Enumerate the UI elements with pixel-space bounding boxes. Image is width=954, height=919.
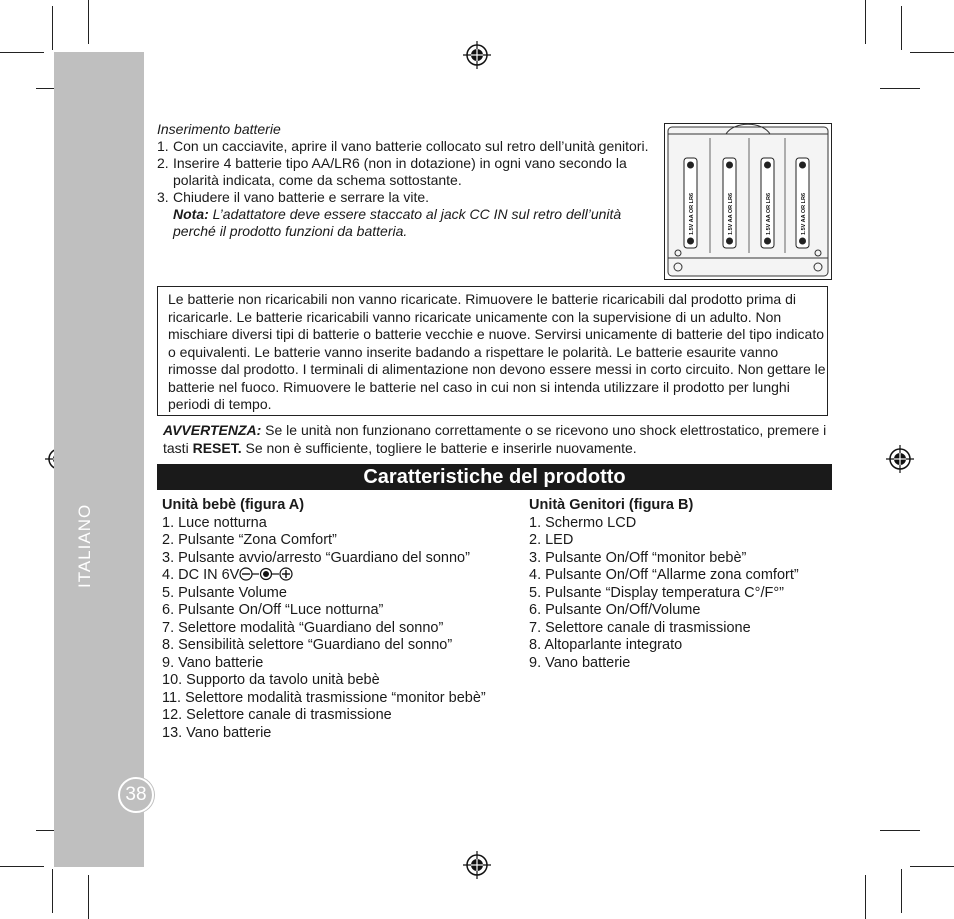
crop-mark (880, 88, 920, 89)
dc-polarity-icon (239, 567, 295, 581)
list-item: 7. Selettore modalità “Guardiano del sonno” (162, 619, 444, 636)
list-item: 2. Pulsante “Zona Comfort” (162, 532, 337, 548)
avvertenza-label: AVVERTENZA: (163, 422, 262, 438)
list-item: 4. Pulsante On/Off “Allarme zona comfort” (529, 567, 799, 583)
list-item: 3. Pulsante avvio/arresto “Guardiano del sonno” (162, 549, 470, 566)
list-item: 8. Altoparlante integrato (529, 637, 683, 653)
list-item: 11. Selettore modalità trasmissione “monitor bebè” (162, 689, 486, 706)
battery-cell (723, 158, 736, 248)
battery-note (157, 206, 662, 240)
list-item: 2. LED (529, 532, 574, 548)
battery-section-title: Inserimento batterie (157, 121, 281, 137)
crop-mark (865, 875, 866, 919)
note-label: Nota: (173, 206, 209, 222)
crop-mark (0, 866, 44, 867)
registration-mark-icon (886, 445, 914, 473)
step-number: 3. (157, 189, 169, 205)
list-item: 1. Schermo LCD (529, 514, 637, 531)
baby-unit-list (162, 515, 532, 743)
crop-mark (0, 52, 44, 53)
crop-mark (88, 875, 89, 919)
crop-mark (880, 830, 920, 831)
battery-label: 1.5V AA OR LR6 (689, 192, 695, 235)
language-sidebar (54, 52, 144, 867)
dc-in-label: 4. DC IN 6V (162, 567, 240, 583)
crop-mark (910, 52, 954, 53)
list-item: 12. Selettore canale di trasmissione (162, 707, 392, 723)
list-item: 9. Vano batterie (162, 654, 264, 671)
crop-mark (88, 0, 89, 44)
avvertenza-paragraph (163, 422, 833, 457)
crop-mark (901, 6, 902, 50)
features-heading: Caratteristiche del prodotto (157, 464, 832, 490)
battery-cell (761, 158, 774, 248)
avvertenza-text-end: Se non è sufficiente, togliere le batterie e inserirle nuovamente. (241, 439, 637, 456)
note-text: L’adattatore deve essere staccato al jack CC IN sul retro dell’unità perché il prodotto funzioni da batteria. (173, 206, 622, 239)
page-number: 38 (118, 777, 154, 813)
battery-label: 1.5V AA OR LR6 (801, 192, 807, 235)
list-item: 6. Pulsante On/Off/Volume (529, 602, 701, 618)
list-item: 5. Pulsante “Display temperatura C°/F°” (529, 584, 784, 601)
list-item: 7. Selettore canale di trasmissione (529, 619, 751, 636)
step-number: 2. (157, 155, 169, 171)
baby-unit-heading: Unità bebè (figura A) (162, 497, 305, 513)
list-item (162, 567, 532, 585)
step-number: 1. (157, 138, 169, 154)
baby-unit-column (162, 497, 532, 742)
battery-warning-box: Le batterie non ricaricabili non vanno ricaricate. Rimuovere le batterie ricaricabili dal prodotto prima di ricaricarle. Le batterie ricaricabili vanno ricaricate unicamente con la supervisione di un adulto. Non mischiare diversi tipi di batterie o batterie vecchie e nuove. Servirsi unicamente di batterie del tipo indicato o equivalenti. Le batterie vanno inserite badando a rispettare le polarità. Le batterie esaurite vanno rimosse dal prodotto. I terminali di alimentazione non devono essere messi in corto circuito. Non gettare le batterie nel fuoco. Rimuovere le batterie nel caso in cui non si intenda utilizzare il prodotto per lunghi periodi di tempo. (157, 286, 828, 416)
registration-mark-icon (463, 41, 491, 69)
list-item: 1. Luce notturna (162, 514, 267, 531)
list-item: 13. Vano batterie (162, 724, 272, 741)
step-text: Chiudere il vano batterie e serrare la vite. (173, 189, 430, 205)
list-item: 8. Sensibilità selettore “Guardiano del sonno” (162, 637, 453, 653)
registration-mark-icon (463, 851, 491, 879)
step-text: Con un cacciavite, aprire il vano batterie collocato sul retro dell’unità genitori. (173, 138, 649, 154)
battery-compartment-figure (664, 123, 832, 280)
reset-label: RESET. (192, 439, 242, 456)
crop-mark (52, 6, 53, 50)
battery-cell (684, 158, 697, 248)
crop-mark (52, 869, 53, 913)
crop-mark (865, 0, 866, 44)
list-item: 10. Supporto da tavolo unità bebè (162, 672, 380, 688)
battery-step (157, 155, 662, 189)
battery-cell (796, 158, 809, 248)
list-item: 9. Vano batterie (529, 654, 631, 671)
battery-steps (157, 138, 662, 240)
language-label: ITALIANO (75, 503, 94, 588)
step-text: Inserire 4 batterie tipo AA/LR6 (non in dotazione) in ogni vano secondo la polarità indicata, come da schema sottostante. (173, 155, 627, 188)
list-item: 6. Pulsante On/Off “Luce notturna” (162, 602, 384, 618)
battery-step (157, 189, 662, 206)
battery-label: 1.5V AA OR LR6 (766, 192, 772, 235)
parent-unit-list (529, 515, 839, 673)
list-item: 3. Pulsante On/Off “monitor bebè” (529, 549, 747, 566)
parent-unit-heading: Unità Genitori (figura B) (529, 497, 694, 513)
battery-step (157, 138, 662, 155)
parent-unit-column (529, 497, 839, 672)
avvertenza-text: Se le unità non funzionano correttamente o se ricevono uno shock elettrostatico, premere i tasti (163, 422, 827, 456)
crop-mark (901, 869, 902, 913)
battery-label: 1.5V AA OR LR6 (728, 192, 734, 235)
crop-mark (910, 866, 954, 867)
list-item: 5. Pulsante Volume (162, 584, 287, 601)
